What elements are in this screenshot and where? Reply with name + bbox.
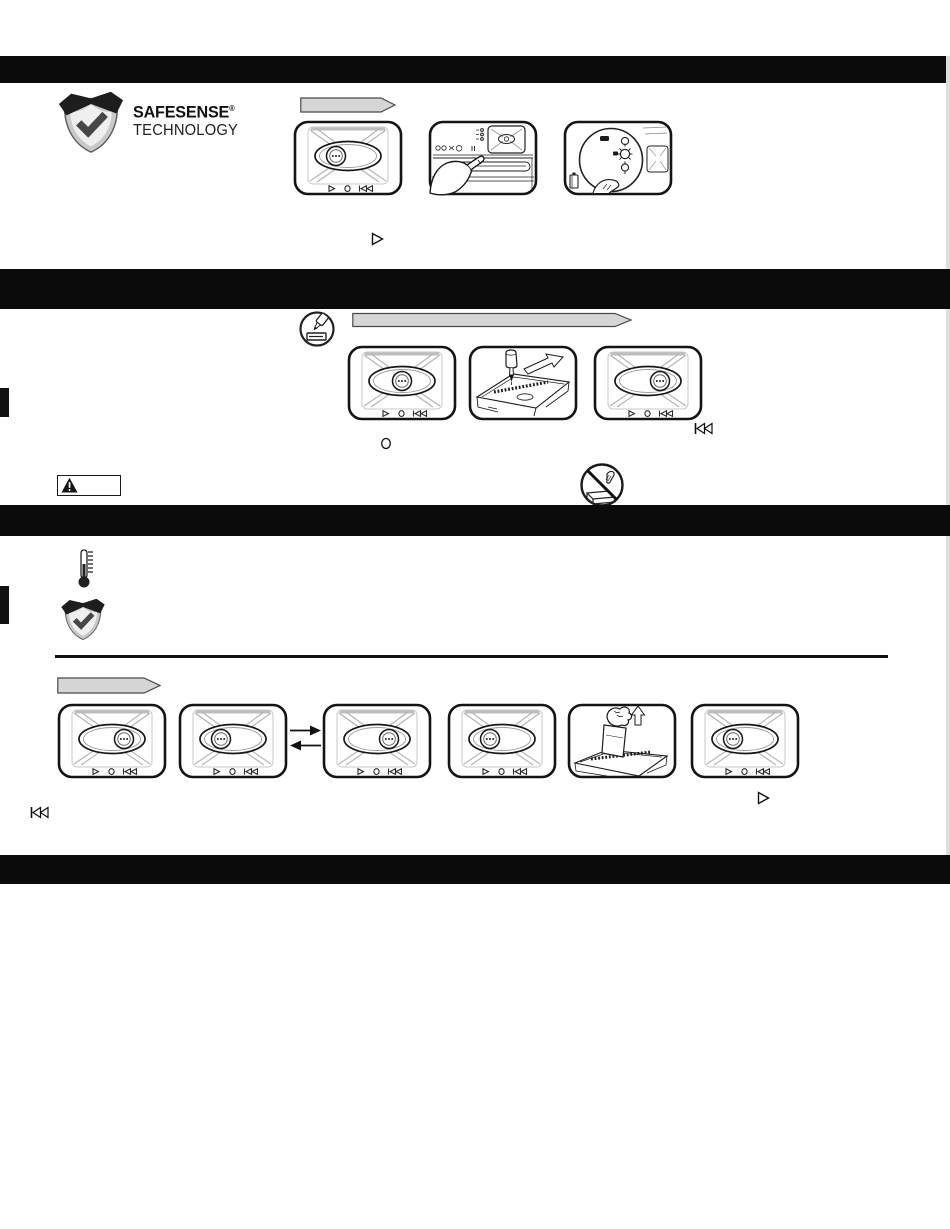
oil-paper-entry-figure [468, 345, 578, 421]
control-panel-figure [178, 703, 288, 779]
caution-label-box [57, 475, 121, 496]
margin-tab [0, 586, 9, 624]
footer-section-bar [0, 855, 950, 884]
oil-can-icon [298, 310, 336, 348]
troubleshooting-section-bar [0, 505, 950, 536]
maintenance-section-bar [0, 269, 950, 309]
control-panel-figure [293, 120, 403, 196]
step-banner-arrow [300, 97, 396, 113]
section-divider [55, 655, 888, 658]
safesense-section-bar [0, 56, 950, 83]
margin-tab [0, 388, 9, 417]
logo-subtitle: TECHNOLOGY [133, 121, 238, 139]
reverse-rewind-icon [694, 422, 713, 435]
hand-at-paper-entry-figure [428, 120, 538, 196]
indicator-closeup-figure [563, 120, 673, 196]
control-panel-figure [447, 703, 557, 779]
forward-triangle-icon [371, 232, 384, 246]
thermometer-icon [76, 548, 98, 588]
control-panel-figure [593, 345, 703, 421]
safesense-logo [133, 99, 238, 139]
off-circle-icon [380, 437, 392, 450]
warning-triangle-icon [61, 477, 79, 494]
step-banner-arrow [57, 677, 161, 694]
shield-check-icon [60, 596, 106, 641]
step-banner-arrow [352, 312, 632, 328]
shield-check-icon [57, 88, 125, 154]
page-scan-edge [946, 56, 950, 884]
arrow-right-icon [289, 725, 322, 736]
trademark-symbol: ® [229, 104, 235, 113]
control-panel-figure [347, 345, 457, 421]
pull-paper-out-figure [567, 703, 677, 779]
no-hands-prohibition-icon [579, 462, 625, 508]
reverse-rewind-icon [30, 806, 49, 819]
control-panel-figure [57, 703, 167, 779]
logo-title: SAFESENSE® [133, 102, 235, 122]
control-panel-figure [690, 703, 800, 779]
arrow-left-icon [289, 740, 322, 751]
forward-triangle-icon [757, 791, 770, 805]
control-panel-figure [322, 703, 432, 779]
